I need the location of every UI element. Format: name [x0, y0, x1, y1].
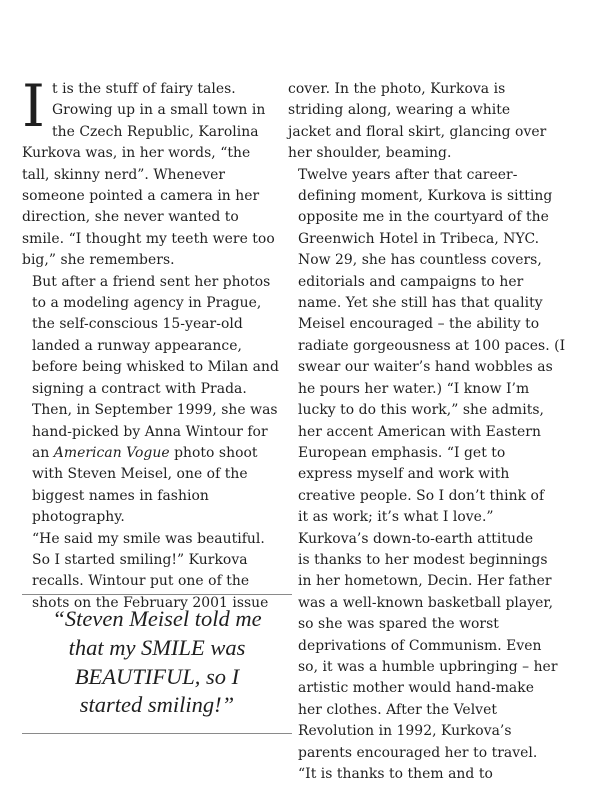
text-line: her accent American with Eastern: [298, 423, 541, 440]
text-line: opposite me in the courtyard of the: [298, 209, 549, 226]
text-line: creative people. So I don’t think of: [298, 487, 545, 504]
text-line: defining moment, Kurkova is sitting: [298, 188, 553, 205]
text-line: Revolution in 1992, Kurkova’s: [298, 723, 512, 740]
text-line: so she was spared the worst: [298, 616, 499, 633]
text-fragment: an: [32, 444, 54, 461]
text-line: deprivations of Communism. Even: [298, 637, 542, 654]
text-line: someone pointed a camera in her: [22, 188, 260, 205]
text-line: hand-picked by Anna Wintour for: [32, 423, 268, 440]
magazine-title: American Vogue: [53, 444, 170, 461]
pull-quote-line: that my SMILE was: [68, 634, 246, 660]
article-column-left: [22, 72, 279, 614]
text-line: Meisel encouraged – the ability to: [298, 316, 540, 333]
text-line: swear our waiter’s hand wobbles as: [298, 359, 553, 376]
text-line: Kurkova was, in her words, “the: [22, 145, 251, 162]
text-line: tall, skinny nerd”. Whenever: [22, 166, 226, 183]
text-line: lucky to do this work,” she admits,: [298, 402, 545, 419]
text-line: her shoulder, beaming.: [288, 145, 452, 162]
article-column-right: [288, 79, 568, 785]
text-line: European emphasis. “I get to: [298, 444, 506, 461]
text-line: is thanks to her modest beginnings: [298, 551, 548, 568]
paragraph-upbringing: [288, 529, 568, 786]
text-line: artistic mother would hand-make: [298, 680, 534, 697]
text-line: he pours her water.) “I know I’m: [298, 380, 530, 397]
text-line: Growing up in a small town in: [52, 102, 266, 119]
text-line: in her hometown, Decin. Her father: [298, 573, 552, 590]
pull-quote-line: started smiling!”: [79, 692, 235, 718]
text-line: signing a contract with Prada.: [32, 380, 247, 397]
text-line: before being whisked to Milan and: [32, 359, 279, 376]
text-line: recalls. Wintour put one of the: [32, 573, 250, 590]
text-line: Greenwich Hotel in Tribeca, NYC.: [298, 230, 540, 247]
text-line: name. Yet she still has that quality: [298, 295, 543, 312]
text-line: to a modeling agency in Prague,: [32, 295, 262, 312]
pull-quote-line: “Steven Meisel told me: [52, 606, 262, 631]
text-line: direction, she never wanted to: [22, 209, 239, 226]
text-line: so, it was a humble upbringing – her: [298, 658, 558, 675]
text-line: it as work; it’s what I love.”: [298, 509, 494, 526]
text-line: express myself and work with: [298, 466, 510, 483]
text-line: [22, 443, 272, 464]
text-line: jacket and floral skirt, glancing over: [288, 123, 547, 140]
text-line: Kurkova’s down-to-earth attitude: [298, 530, 534, 547]
text-line: big,” she remembers.: [22, 252, 175, 269]
text-line: the Czech Republic, Karolina: [52, 123, 259, 140]
text-line: photography.: [32, 509, 125, 526]
text-line: biggest names in fashion: [32, 487, 209, 504]
drop-cap: I: [22, 72, 45, 140]
paragraph-prague: [22, 272, 279, 529]
text-line: editorials and campaigns to her: [298, 273, 524, 290]
text-line: was a well-known basketball player,: [298, 594, 554, 611]
paragraph-interview: [288, 165, 568, 529]
text-line: cover. In the photo, Kurkova is: [288, 81, 506, 97]
text-line: “It is thanks to them and to: [298, 766, 493, 782]
paragraph-intro: [22, 72, 275, 272]
text-line: “He said my smile was beautiful.: [32, 530, 265, 547]
text-line: the self-conscious 15-year-old: [32, 316, 243, 333]
text-line: So I started smiling!” Kurkova: [32, 551, 248, 568]
text-line: parents encouraged her to travel.: [298, 744, 538, 761]
text-line: with Steven Meisel, one of the: [32, 466, 248, 483]
text-line: radiate gorgeousness at 100 paces. (I: [298, 337, 566, 354]
text-line: landed a runway appearance,: [32, 337, 242, 354]
pull-quote: [22, 594, 292, 734]
text-line: smile. “I thought my teeth were too: [22, 230, 275, 247]
text-line: Now 29, she has countless covers,: [298, 252, 542, 269]
pull-quote-line: BEAUTIFUL, so I: [74, 663, 240, 689]
text-line: shots on the February 2001 issue: [32, 594, 269, 611]
text-line: striding along, wearing a white: [288, 102, 511, 119]
text-line: Then, in September 1999, she was: [32, 402, 278, 419]
text-fragment: photo shoot: [169, 444, 258, 461]
text-line: Twelve years after that career-: [298, 166, 518, 183]
text-line: But after a friend sent her photos: [32, 273, 271, 290]
paragraph-cover: [288, 79, 568, 165]
text-line: her clothes. After the Velvet: [298, 701, 497, 718]
text-line: t is the stuff of fairy tales.: [52, 81, 236, 97]
